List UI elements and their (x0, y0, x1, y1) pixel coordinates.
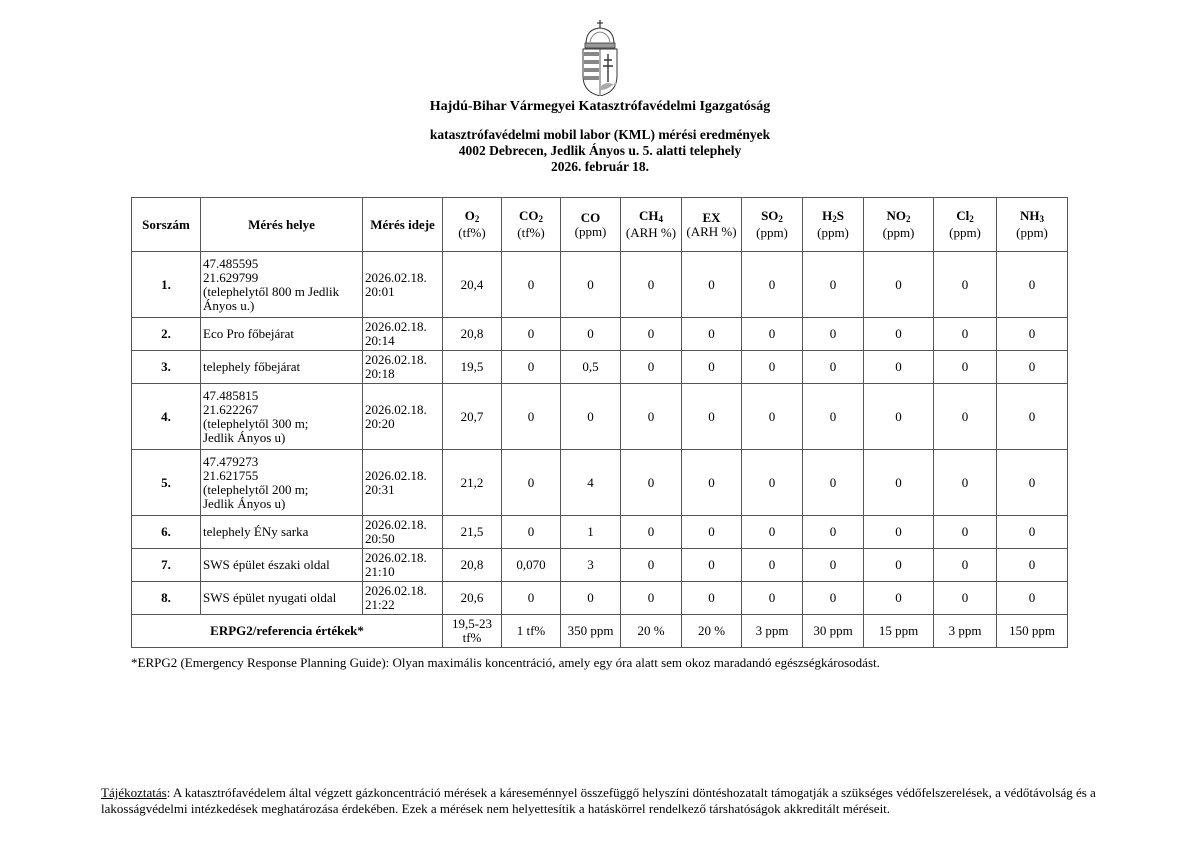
col-header-meres-ideje: Mérés ideje (363, 198, 443, 252)
value-ch4: 0 (621, 384, 682, 450)
row-number: 7. (132, 549, 201, 582)
value-ch4: 0 (621, 582, 682, 615)
row-number: 3. (132, 351, 201, 384)
value-ex: 0 (682, 582, 742, 615)
reference-ch4: 20 % (621, 615, 682, 648)
value-h2s: 0 (803, 351, 864, 384)
document-subtitle (0, 127, 1200, 175)
gas-unit: (ppm) (1016, 225, 1048, 240)
value-cl2: 0 (934, 450, 997, 516)
reference-co: 350 ppm (561, 615, 621, 648)
value-ex: 0 (682, 318, 742, 351)
value-no2: 0 (864, 351, 934, 384)
col-header-ex (682, 198, 742, 252)
value-co: 3 (561, 549, 621, 582)
table-row (132, 516, 1068, 549)
organization-title: Hajdú-Bihar Vármegyei Katasztrófavédelmi Igazgatóság (429, 99, 771, 114)
gas-formula: $NO_2$ (886, 208, 911, 224)
value-ch4: 0 (621, 549, 682, 582)
table-row (132, 318, 1068, 351)
value-o2: 21,5 (443, 516, 502, 549)
value-h2s: 0 (803, 549, 864, 582)
value-nh3: 0 (997, 384, 1068, 450)
report-date: 2026. február 18. (551, 159, 649, 174)
value-no2: 0 (864, 516, 934, 549)
value-co: 1 (561, 516, 621, 549)
col-header-meres-helye: Mérés helye (201, 198, 363, 252)
table-row (132, 384, 1068, 450)
gas-unit: (ARH %) (686, 223, 737, 239)
gas-unit: (ppm) (949, 225, 981, 240)
table-row (132, 252, 1068, 318)
value-co2: 0,070 (502, 549, 561, 582)
col-header-ch4 (621, 198, 682, 252)
reference-o2: 19,5-23 tf% (443, 615, 502, 648)
reference-row (132, 615, 1068, 648)
value-no2: 0 (864, 582, 934, 615)
value-no2: 0 (864, 252, 934, 318)
value-so2: 0 (742, 450, 803, 516)
value-co2: 0 (502, 516, 561, 549)
measurement-location: 47.485815 21.622267 (telephelytől 300 m; Jedlik Ányos u) (201, 384, 363, 450)
reference-co2: 1 tf% (502, 615, 561, 648)
value-h2s: 0 (803, 252, 864, 318)
table-body (132, 252, 1068, 648)
value-co: 0 (561, 252, 621, 318)
value-o2: 20,6 (443, 582, 502, 615)
value-so2: 0 (742, 549, 803, 582)
value-so2: 0 (742, 516, 803, 549)
value-no2: 0 (864, 384, 934, 450)
value-o2: 20,8 (443, 318, 502, 351)
value-ch4: 0 (621, 450, 682, 516)
gas-unit: (ppm) (756, 225, 788, 240)
formula-subscript: 2 (778, 214, 783, 224)
col-header-co (561, 198, 621, 252)
erpg2-footnote: *ERPG2 (Emergency Response Planning Guide): Olyan maximális koncentráció, amely egy óra alatt sem okoz maradandó egészségkárosodást. (131, 655, 880, 670)
measurement-location: SWS épület északi oldal (201, 549, 363, 582)
reference-cl2: 3 ppm (934, 615, 997, 648)
row-number: 8. (132, 582, 201, 615)
value-nh3: 0 (997, 351, 1068, 384)
col-header-cl2 (934, 198, 997, 252)
col-header-so2 (742, 198, 803, 252)
value-so2: 0 (742, 318, 803, 351)
value-ch4: 0 (621, 351, 682, 384)
gas-formula: $O_2$ (464, 208, 480, 224)
measurement-location: Eco Pro főbejárat (201, 318, 363, 351)
value-co: 0 (561, 582, 621, 615)
subtitle-line-2: 4002 Debrecen, Jedlik Ányos u. 5. alatti telephely (458, 143, 742, 158)
gas-formula: $SO_2$ (761, 208, 783, 224)
col-header-sorszam: Sorszám (132, 198, 201, 252)
table-row (132, 582, 1068, 615)
row-number: 6. (132, 516, 201, 549)
value-nh3: 0 (997, 582, 1068, 615)
table-row (132, 351, 1068, 384)
gas-formula: $NH_3$ (1020, 208, 1044, 224)
value-h2s: 0 (803, 582, 864, 615)
measurement-table (131, 197, 1068, 648)
value-so2: 0 (742, 252, 803, 318)
col-header-h2s (803, 198, 864, 252)
value-h2s: 0 (803, 384, 864, 450)
value-co2: 0 (502, 384, 561, 450)
info-text: : A katasztrófavédelem által végzett gázkoncentráció mérések a káreseménnyel összefüggő helyszíni döntéshozatalt támogatják a szükséges védőfelszerelések, a védőtávolság és a lakosságvédelmi intézkedések meghatározása érdekében. Ezek a mérések nem helyettesítik a hatáskörrel rendelkező társhatóságok akkreditált méréseit. (101, 785, 1096, 816)
value-ex: 0 (682, 450, 742, 516)
reference-h2s: 30 ppm (803, 615, 864, 648)
col-header-o2 (443, 198, 502, 252)
reference-ex: 20 % (682, 615, 742, 648)
formula-subscript: 3 (1039, 214, 1044, 224)
value-so2: 0 (742, 582, 803, 615)
value-o2: 20,4 (443, 252, 502, 318)
value-co2: 0 (502, 318, 561, 351)
measurement-location: 47.485595 21.629799 (telephelytől 800 m Jedlik Ányos u.) (201, 252, 363, 318)
row-number: 5. (132, 450, 201, 516)
gas-formula: $CO_2$ (519, 208, 543, 224)
measurement-time: 2026.02.18. 20:01 (363, 252, 443, 318)
info-paragraph (101, 785, 1106, 817)
value-cl2: 0 (934, 351, 997, 384)
value-o2: 21,2 (443, 450, 502, 516)
value-no2: 0 (864, 450, 934, 516)
value-nh3: 0 (997, 549, 1068, 582)
formula-subscript: 2 (969, 214, 974, 224)
value-no2: 0 (864, 318, 934, 351)
value-h2s: 0 (803, 450, 864, 516)
value-so2: 0 (742, 384, 803, 450)
value-cl2: 0 (934, 516, 997, 549)
value-cl2: 0 (934, 384, 997, 450)
table-row (132, 450, 1068, 516)
formula-subscript: 2 (474, 214, 480, 224)
formula-subscript: 2 (538, 214, 543, 224)
value-ex: 0 (682, 252, 742, 318)
formula-subscript: 2 (906, 214, 911, 224)
row-number: 2. (132, 318, 201, 351)
col-header-no2 (864, 198, 934, 252)
value-h2s: 0 (803, 516, 864, 549)
value-co2: 0 (502, 450, 561, 516)
gas-unit: (ppm) (574, 223, 607, 239)
measurement-location: telephely főbejárat (201, 351, 363, 384)
reference-no2: 15 ppm (864, 615, 934, 648)
reference-so2: 3 ppm (742, 615, 803, 648)
measurement-time: 2026.02.18. 20:50 (363, 516, 443, 549)
value-co: 0 (561, 384, 621, 450)
value-ex: 0 (682, 516, 742, 549)
gas-formula: $CH_4$ (639, 208, 663, 224)
value-no2: 0 (864, 549, 934, 582)
value-co: 0 (561, 318, 621, 351)
subtitle-line-1: katasztrófavédelmi mobil labor (KML) mérési eredmények (429, 127, 771, 142)
value-nh3: 0 (997, 450, 1068, 516)
col-header-co2 (502, 198, 561, 252)
measurement-time: 2026.02.18. 21:10 (363, 549, 443, 582)
value-ch4: 0 (621, 318, 682, 351)
value-co: 4 (561, 450, 621, 516)
measurement-time: 2026.02.18. 21:22 (363, 582, 443, 615)
value-nh3: 0 (997, 516, 1068, 549)
gas-unit: (tf%) (517, 225, 545, 240)
value-co2: 0 (502, 351, 561, 384)
value-cl2: 0 (934, 318, 997, 351)
hungarian-coat-of-arms-icon (578, 20, 622, 96)
measurement-location: SWS épület nyugati oldal (201, 582, 363, 615)
value-o2: 19,5 (443, 351, 502, 384)
value-ex: 0 (682, 384, 742, 450)
col-header-nh3 (997, 198, 1068, 252)
measurement-time: 2026.02.18. 20:18 (363, 351, 443, 384)
value-ch4: 0 (621, 516, 682, 549)
gas-unit: (tf%) (458, 225, 486, 240)
value-ex: 0 (682, 549, 742, 582)
gas-formula: $H_2S$ (822, 208, 844, 224)
formula-subscript: 4 (658, 214, 663, 224)
measurement-time: 2026.02.18. 20:31 (363, 450, 443, 516)
value-co2: 0 (502, 252, 561, 318)
reference-label: ERPG2/referencia értékek* (132, 615, 443, 648)
gas-formula: CO (580, 209, 601, 225)
value-h2s: 0 (803, 318, 864, 351)
measurement-time: 2026.02.18. 20:20 (363, 384, 443, 450)
gas-unit: (ppm) (817, 225, 849, 240)
formula-subscript: 2 (832, 214, 837, 224)
row-number: 4. (132, 384, 201, 450)
measurement-time: 2026.02.18. 20:14 (363, 318, 443, 351)
measurement-location: 47.479273 21.621755 (telephelytől 200 m; Jedlik Ányos u) (201, 450, 363, 516)
row-number: 1. (132, 252, 201, 318)
value-cl2: 0 (934, 549, 997, 582)
measurement-location: telephely ÉNy sarka (201, 516, 363, 549)
gas-formula: EX (702, 209, 721, 225)
value-cl2: 0 (934, 582, 997, 615)
value-o2: 20,7 (443, 384, 502, 450)
table-header-row (132, 198, 1068, 252)
value-nh3: 0 (997, 318, 1068, 351)
reference-nh3: 150 ppm (997, 615, 1068, 648)
value-ex: 0 (682, 351, 742, 384)
value-co2: 0 (502, 582, 561, 615)
gas-unit: (ARH %) (625, 225, 677, 240)
info-label: Tájékoztatás (101, 785, 167, 800)
table-row (132, 549, 1068, 582)
value-co: 0,5 (561, 351, 621, 384)
value-so2: 0 (742, 351, 803, 384)
value-o2: 20,8 (443, 549, 502, 582)
gas-unit: (ppm) (882, 225, 915, 240)
value-ch4: 0 (621, 252, 682, 318)
value-cl2: 0 (934, 252, 997, 318)
value-nh3: 0 (997, 252, 1068, 318)
gas-formula: $Cl_2$ (956, 208, 974, 224)
